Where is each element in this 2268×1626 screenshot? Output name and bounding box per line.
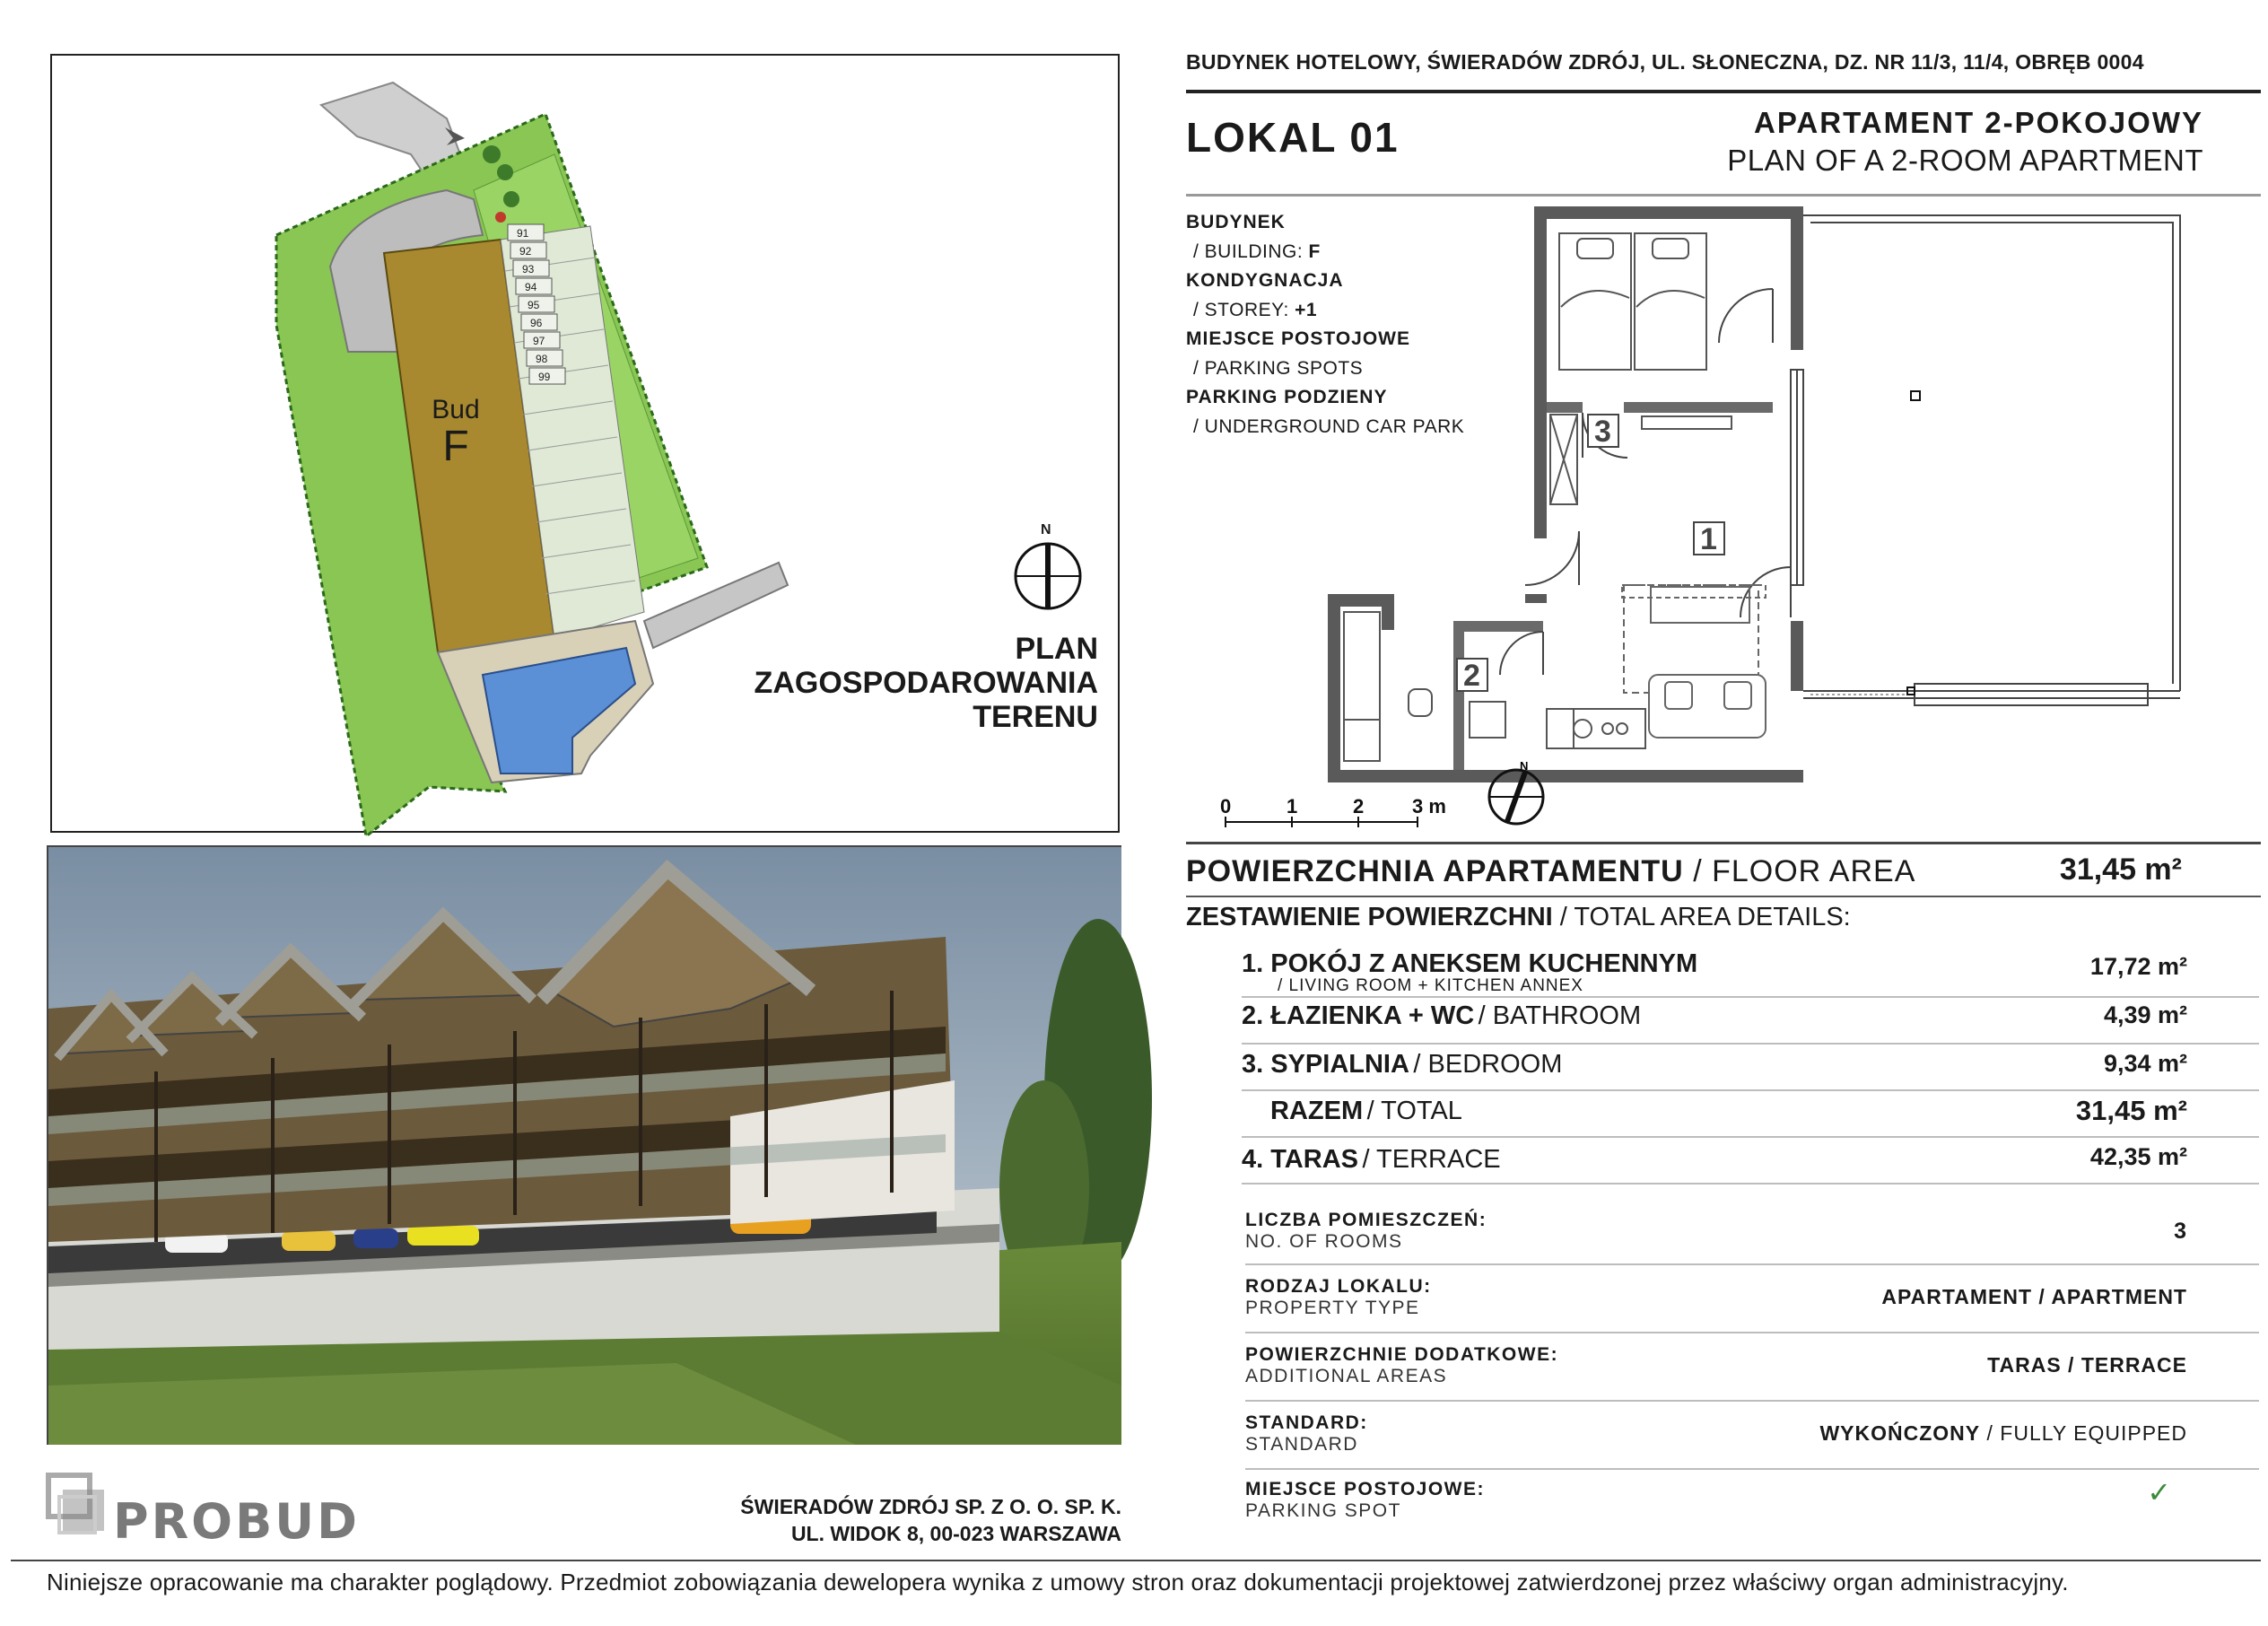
area-row-pl: 1. POKÓJ Z ANEKSEM KUCHENNYM	[1242, 949, 1698, 978]
company-line-1: ŚWIERADÓW ZDRÓJ SP. Z O. O. SP. K.	[740, 1495, 1121, 1518]
floor-area-pl: POWIERZCHNIA APARTAMENTU	[1186, 854, 1684, 888]
room-number-3: 3	[1594, 415, 1611, 449]
building-heading: BUDYNEK	[1186, 212, 1286, 232]
building-label-line2: F	[442, 423, 469, 470]
area-row-en: / TERRACE	[1362, 1145, 1501, 1174]
address-line: BUDYNEK HOTELOWY, ŚWIERADÓW ZDRÓJ, UL. SŁONECZNA, DZ. NR 11/3, 11/4, OBRĘB 0004	[1186, 50, 2144, 74]
compass-plan-n: N	[1520, 759, 1529, 773]
spec-value-wrap	[1819, 1421, 2187, 1446]
probud-logo	[47, 1473, 423, 1550]
spot-label: 97	[533, 335, 545, 347]
spot-label: 99	[538, 371, 551, 383]
spot-label: 93	[522, 263, 535, 275]
building-label-line1: Bud	[432, 395, 480, 424]
building-label	[420, 395, 492, 471]
row-rule	[1242, 1183, 2259, 1185]
room-number-2: 2	[1463, 659, 1480, 693]
spec-sub: PARKING SPOT	[1245, 1500, 1401, 1521]
area-row-en: / BEDROOM	[1413, 1050, 1563, 1079]
building-rendering	[47, 845, 1121, 1445]
area-heading-en: / TOTAL AREA DETAILS:	[1559, 903, 1851, 931]
company-info	[682, 1493, 1121, 1547]
storey-en: / STOREY:	[1193, 299, 1289, 320]
site-plan-title	[755, 632, 1098, 734]
area-row-value: 9,34 m²	[2103, 1050, 2187, 1077]
spot-label: 94	[525, 281, 537, 293]
spec-value: / FULLY EQUIPPED	[1986, 1421, 2187, 1445]
area-rule-top	[1186, 842, 2261, 844]
spec-label: MIEJSCE POSTOJOWE:	[1245, 1479, 1485, 1499]
spec-sub: PROPERTY TYPE	[1245, 1298, 1420, 1318]
area-row-total	[1270, 1097, 2187, 1138]
area-row-value: 17,72 m²	[2089, 953, 2187, 980]
car-park-heading: PARKING PODZIENY	[1186, 387, 1388, 407]
compass-icon	[1012, 540, 1084, 612]
area-row-value: 42,35 m²	[2089, 1143, 2187, 1170]
logo-text: PROBUD	[113, 1493, 360, 1550]
spec-label: LICZBA POMIESZCZEŃ:	[1245, 1210, 1487, 1230]
spec-sub: ADDITIONAL AREAS	[1245, 1366, 1448, 1386]
spec-rule	[1245, 1400, 2259, 1402]
compass-site	[1012, 522, 1084, 612]
lokal-title: LOKAL 01	[1186, 114, 1400, 161]
row-rule	[1242, 996, 2259, 998]
spot-label: 95	[528, 299, 540, 311]
area-row-2	[1242, 1001, 2187, 1043]
spec-row-type	[1245, 1276, 2187, 1332]
row-rule	[1242, 1089, 2259, 1091]
spec-value: 3	[2174, 1219, 2187, 1244]
storey-heading: KONDYGNACJA	[1186, 270, 1344, 291]
scale-label: 1	[1287, 795, 1298, 817]
area-row-pl: RAZEM	[1270, 1097, 1364, 1125]
area-row-en: / LIVING ROOM + KITCHEN ANNEX	[1278, 976, 1583, 995]
header-rule-2	[1186, 194, 2261, 197]
header-rule	[1186, 90, 2261, 93]
floor-area-label	[1186, 854, 1915, 889]
area-row-en: / BATHROOM	[1478, 1001, 1642, 1030]
area-rule-mid	[1186, 896, 2261, 897]
footer-rule	[11, 1560, 2261, 1561]
scale-label: 0	[1220, 795, 1232, 817]
logo-squares-icon	[47, 1473, 109, 1540]
spec-value-bold: WYKOŃCZONY	[1819, 1421, 1981, 1445]
spot-label: 96	[530, 317, 543, 329]
room-number-1: 1	[1700, 522, 1717, 556]
floor-area-en: / FLOOR AREA	[1693, 854, 1916, 888]
building-en: / BUILDING:	[1193, 240, 1304, 262]
scale-label: 3 m	[1412, 795, 1446, 817]
area-row-value: 31,45 m²	[2075, 1095, 2187, 1126]
building-value: F	[1308, 240, 1321, 262]
spec-rule	[1245, 1332, 2259, 1333]
car-park-en: / UNDERGROUND CAR PARK	[1193, 415, 1465, 437]
area-row-en: / TOTAL	[1366, 1097, 1462, 1125]
rendering-image	[48, 847, 1121, 1445]
scale-label: 2	[1353, 795, 1365, 817]
spec-label: POWIERZCHNIE DODATKOWE:	[1245, 1344, 1559, 1365]
area-row-4	[1242, 1145, 2187, 1186]
company-line-2: UL. WIDOK 8, 00-023 WARSZAWA	[790, 1522, 1121, 1545]
spec-sub: STANDARD	[1245, 1434, 1358, 1455]
apartment-type-pl: APARTAMENT 2-POKOJOWY	[1754, 106, 2203, 139]
spot-label: 91	[517, 227, 529, 240]
storey-value: +1	[1295, 299, 1318, 320]
spec-value: TARAS / TERRACE	[1987, 1353, 2187, 1377]
spec-value: APARTAMENT / APARTMENT	[1881, 1285, 2187, 1308]
apartment-type-en: PLAN OF A 2-ROOM APARTMENT	[1727, 144, 2203, 177]
area-row-3	[1242, 1050, 2187, 1091]
area-heading-pl: ZESTAWIENIE POWIERZCHNI	[1186, 903, 1553, 931]
site-plan-panel	[50, 54, 1120, 833]
row-rule	[1242, 1043, 2259, 1045]
spec-rule	[1245, 1468, 2259, 1470]
site-title-line: PLAN	[1015, 632, 1098, 666]
site-title-line: ZAGOSPODAROWANIA	[754, 666, 1098, 700]
spec-row-parking	[1245, 1475, 2187, 1534]
compass-n-label: N	[1041, 522, 1051, 538]
area-details-heading	[1186, 903, 1851, 932]
area-row-pl: 4. TARAS	[1242, 1145, 1358, 1174]
spec-label: STANDARD:	[1245, 1412, 1368, 1433]
spec-label: RODZAJ LOKALU:	[1245, 1276, 1432, 1297]
site-title-line: TERENU	[973, 700, 1098, 734]
spot-label: 92	[519, 245, 532, 258]
spec-row-standard	[1245, 1412, 2187, 1468]
spec-row-rooms	[1245, 1210, 2187, 1265]
disclaimer: Niniejsze opracowanie ma charakter poglądowy. Przedmiot zobowiązania dewelopera wynika z umowy stron oraz dokumentacji projektowej zatwierdzonej przez właściwy organ administracyjny.	[47, 1569, 2069, 1595]
parking-en: / PARKING SPOTS	[1193, 357, 1364, 379]
area-row-value: 4,39 m²	[2103, 1001, 2187, 1028]
row-rule	[1242, 1136, 2259, 1138]
spot-label: 98	[536, 353, 548, 365]
spec-sub: NO. OF ROOMS	[1245, 1231, 1403, 1252]
spec-row-additional	[1245, 1344, 2187, 1400]
floor-area-value: 31,45 m²	[2059, 852, 2182, 887]
area-row-pl: 3. SYPIALNIA	[1242, 1050, 1409, 1079]
check-icon: ✓	[2147, 1475, 2171, 1509]
area-row-pl: 2. ŁAZIENKA + WC	[1242, 1001, 1475, 1030]
area-row-1	[1242, 949, 2187, 996]
parking-heading: MIEJSCE POSTOJOWE	[1186, 328, 1410, 349]
spec-rule	[1245, 1263, 2259, 1265]
